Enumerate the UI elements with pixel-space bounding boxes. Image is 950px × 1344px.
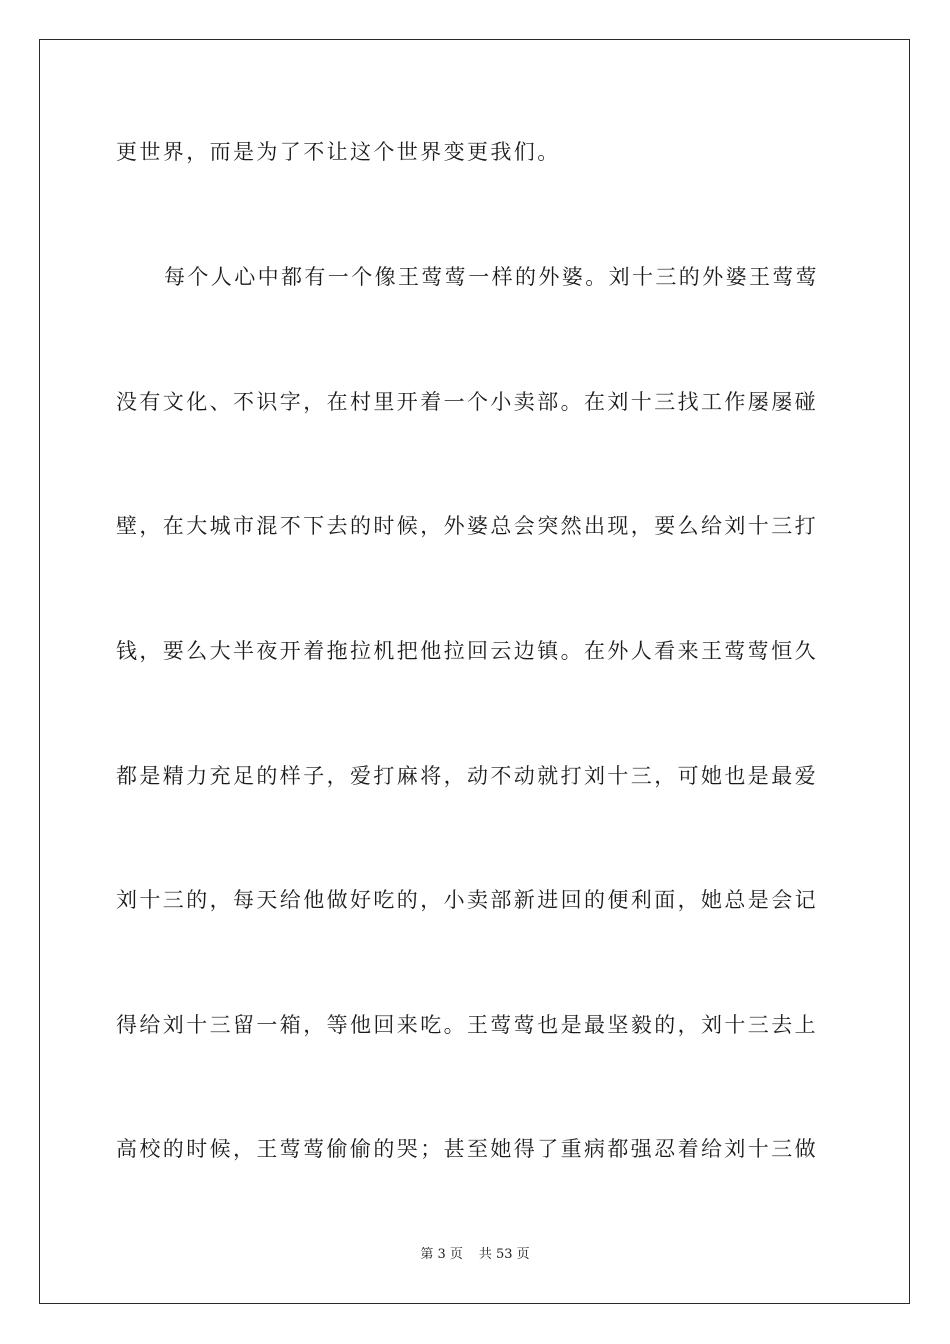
page-border [39, 39, 910, 1304]
text-line: 更世界，而是为了不让这个世界变更我们。 [116, 140, 561, 164]
text-line: 壁，在大城市混不下去的时候，外婆总会突然出现，要么给刘十三打 [116, 514, 818, 538]
text-line: 没有文化、不识字，在村里开着一个小卖部。在刘十三找工作屡屡碰 [116, 390, 818, 414]
text-line: 高校的时候，王莺莺偷偷的哭；甚至她得了重病都强忍着给刘十三做 [116, 1137, 818, 1161]
text-line: 得给刘十三留一箱，等他回来吃。王莺莺也是最坚毅的，刘十三去上 [116, 1013, 818, 1037]
page-total: 共 53 页 [478, 1247, 530, 1262]
paragraph-first-line: 每个人心中都有一个像王莺莺一样的外婆。刘十三的外婆王莺莺 [164, 265, 820, 289]
page-number: 第 3 页 [420, 1247, 463, 1262]
text-line: 都是精力充足的样子，爱打麻将，动不动就打刘十三，可她也是最爱 [116, 764, 818, 788]
text-line: 钱，要么大半夜开着拖拉机把他拉回云边镇。在外人看来王莺莺恒久 [116, 639, 818, 663]
text-line: 刘十三的，每天给他做好吃的，小卖部新进回的便利面，她总是会记 [116, 888, 818, 912]
page-footer [0, 1246, 950, 1264]
